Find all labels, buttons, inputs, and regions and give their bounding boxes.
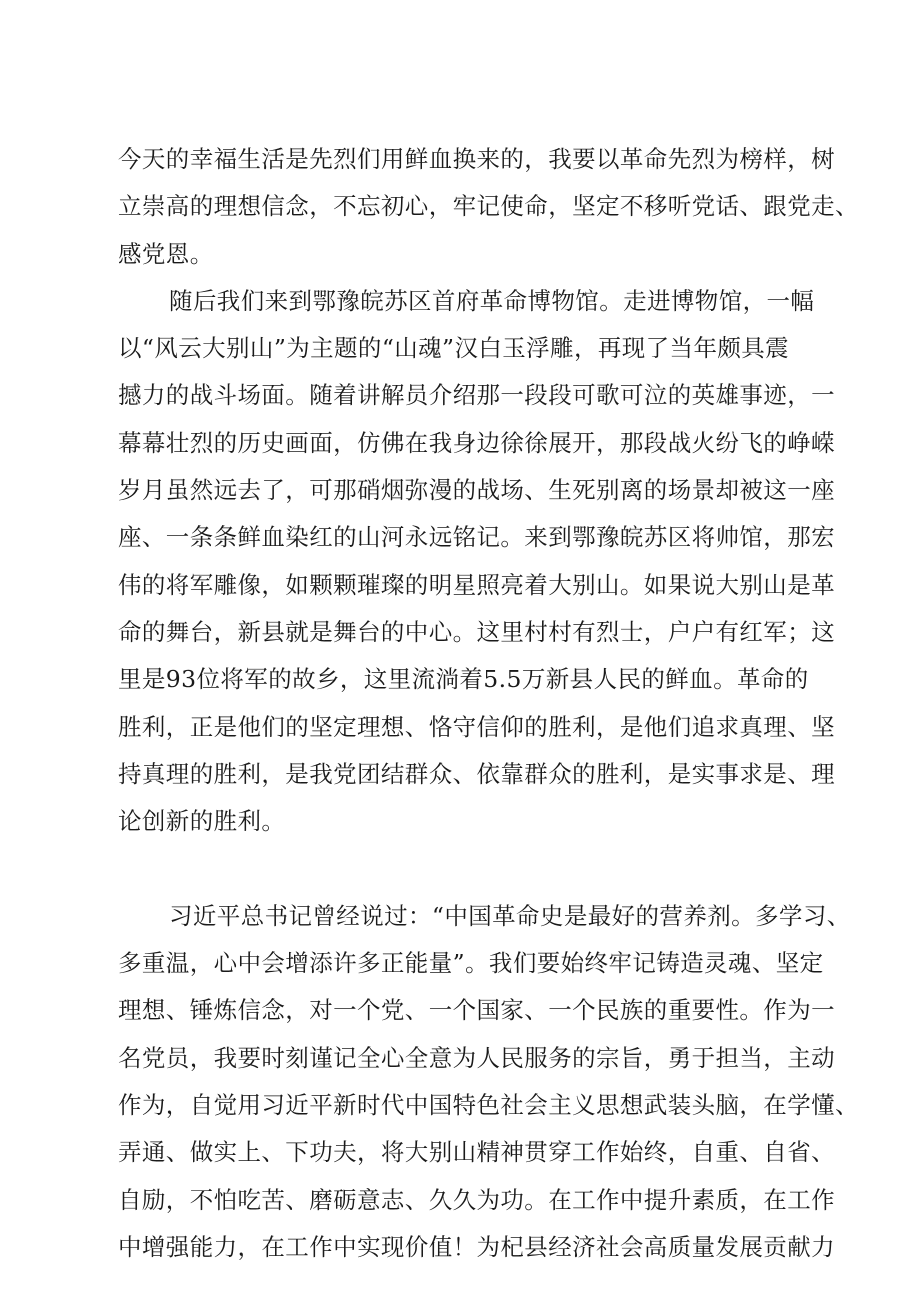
- text-line: 理想、锤炼信念，对一个党、一个国家、一个民族的重要性。作为一: [118, 996, 835, 1025]
- text-line: 伟的将军雕像，如颗颗璀璨的明星照亮着大别山。如果说大别山是革: [118, 570, 835, 599]
- text-line: 座、一条条鲜血染红的山河永远铭记。来到鄂豫皖苏区将帅馆，那宏: [118, 523, 835, 552]
- text-line: 以“风云大别山”为主题的“山魂”汉白玉浮雕，再现了当年颇具震: [118, 334, 790, 363]
- text-line: 多重温，心中会增添许多正能量”。我们要始终牢记铸造灵魂、坚定: [118, 949, 824, 978]
- paragraph: [118, 278, 835, 893]
- text-line: 持真理的胜利，是我党团结群众、依靠群众的胜利，是实事求是、理: [118, 759, 835, 788]
- text-line: 撼力的战斗场面。随着讲解员介绍那一段段可歌可泣的英雄事迹，一: [118, 381, 835, 410]
- text-line: 立崇高的理想信念，不忘初心，牢记使命，坚定不移听党话、跟党走、: [118, 192, 859, 221]
- text-line: 幕幕壮烈的历史画面，仿佛在我身边徐徐展开，那段战火纷飞的峥嵘: [118, 428, 835, 457]
- text-line: 今天的幸福生活是先烈们用鲜血换来的，我要以革命先烈为榜样，树: [118, 145, 835, 173]
- text-line: 胜利，正是他们的坚定理想、恪守信仰的胜利，是他们追求真理、坚: [118, 712, 835, 741]
- paragraph: [118, 893, 859, 1271]
- text-line: 弄通、做实上、下功夫，将大别山精神贯穿工作始终，自重、自省、: [118, 1138, 835, 1167]
- text-line: 作为，自觉用习近平新时代中国特色社会主义思想武装头脑，在学懂、: [118, 1090, 859, 1119]
- text-line: 岁月虽然远去了，可那硝烟弥漫的战场、生死别离的场景却被这一座: [118, 476, 835, 505]
- document-body: [118, 136, 859, 1271]
- paragraph: [118, 136, 859, 278]
- text-line: 随后我们来到鄂豫皖苏区首府革命博物馆。走进博物馆，一幅: [169, 286, 815, 315]
- text-line: 里是93位将军的故乡，这里流淌着5.5万新县人民的鲜血。革命的: [118, 665, 809, 694]
- text-line: [118, 845, 808, 892]
- text-line: 论创新的胜利。: [118, 807, 286, 836]
- text-line: 自励，不怕吃苦、磨砺意志、久久为功。在工作中提升素质，在工作: [118, 1185, 835, 1214]
- text-line: 命的舞台，新县就是舞台的中心。这里村村有烈士，户户有红军；这: [118, 617, 835, 646]
- text-line: 感党恩。: [118, 239, 214, 268]
- text-line: 中增强能力，在工作中实现价值！为杞县经济社会高质量发展贡献力: [118, 1232, 835, 1261]
- text-line: 习近平总书记曾经说过：“中国革命史是最好的营养剂。多学习、: [169, 901, 851, 930]
- text-line: 名党员，我要时刻谨记全心全意为人民服务的宗旨，勇于担当，主动: [118, 1043, 835, 1072]
